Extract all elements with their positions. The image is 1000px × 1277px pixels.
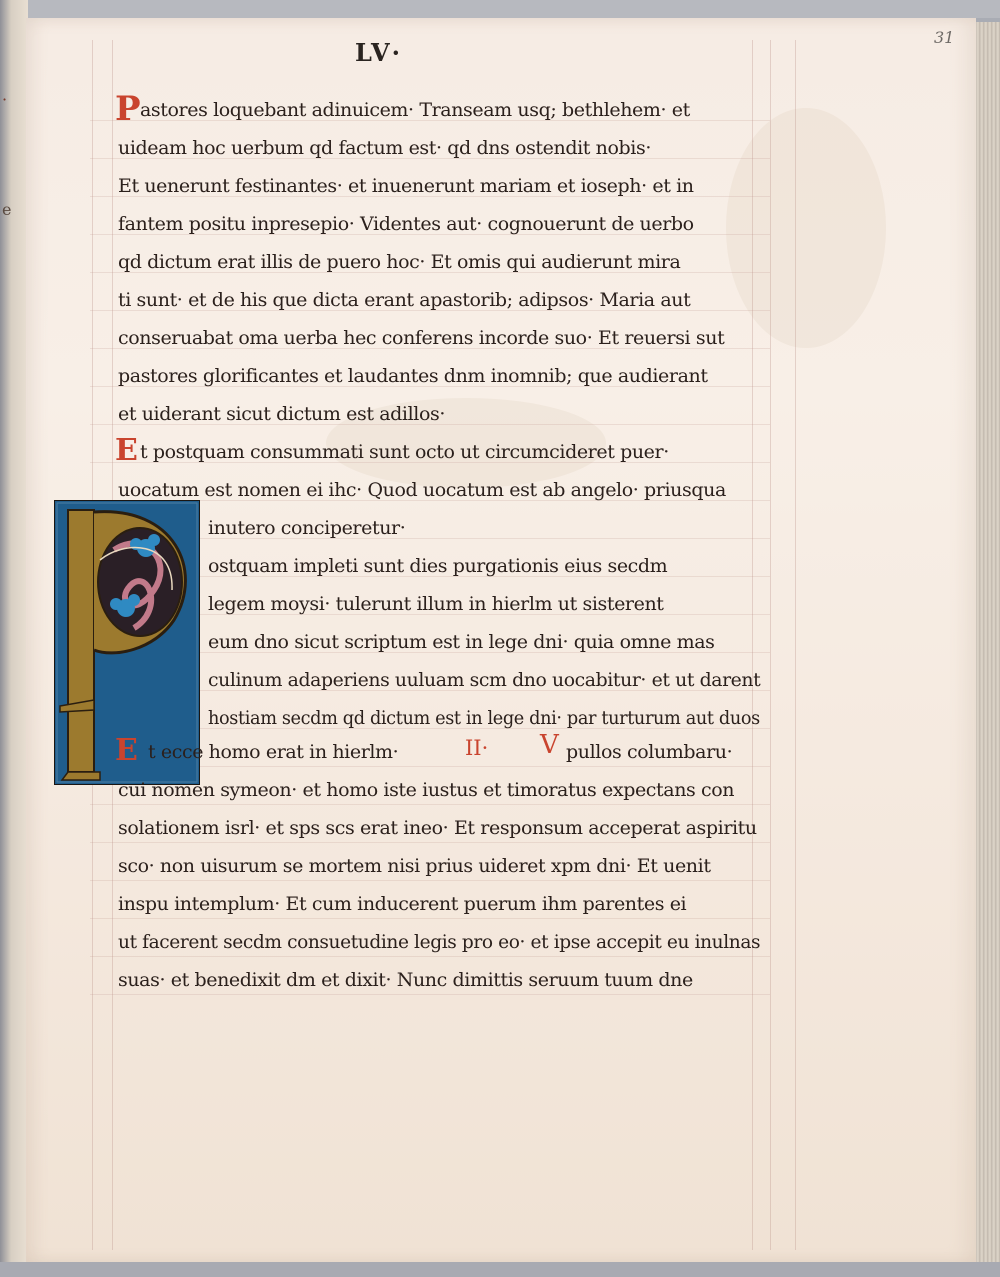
ruling-line-horizontal bbox=[90, 842, 770, 843]
text-line-5: qd dictum erat illis de puero hoc· Et omis qui audierunt mira bbox=[118, 251, 681, 273]
text-line-21: sco· non uisurum se mortem nisi prius uideret xpm dni· Et uenit bbox=[118, 855, 711, 877]
text-line-13: ostquam impleti sunt dies purgationis eius secdm bbox=[208, 555, 668, 577]
text-line-3: Et uenerunt festinantes· et inuenerunt mariam et ioseph· et in bbox=[118, 175, 694, 197]
text-line-22: inspu intemplum· Et cum inducerent puerum ihm parentes ei bbox=[118, 893, 687, 915]
running-head: LV· bbox=[355, 38, 403, 67]
text-line-2: uideam hoc uerbum qd factum est· qd dns ostendit nobis· bbox=[118, 137, 651, 159]
ruling-line-horizontal bbox=[90, 994, 770, 995]
red-initial-v: V bbox=[540, 730, 559, 760]
text-line-1: astores loquebant adinuicem· Transeam usq; bethlehem· et bbox=[140, 99, 690, 121]
facing-page-mark: e bbox=[2, 200, 12, 219]
red-initial-p: P bbox=[115, 89, 141, 129]
text-line-7: conseruabat oma uerba hec conferens incorde suo· Et reuersi sut bbox=[118, 327, 725, 349]
ruling-line-horizontal bbox=[90, 804, 770, 805]
text-line-4: fantem positu inpresepio· Videntes aut· cognouerunt de uerbo bbox=[118, 213, 694, 235]
text-line-6: ti sunt· et de his que dicta erant apastorib; adipsos· Maria aut bbox=[118, 289, 691, 311]
scan-background-bottom bbox=[0, 1262, 1000, 1277]
parchment-stain bbox=[726, 108, 886, 348]
text-line-18b: pullos columbaru· bbox=[566, 741, 733, 763]
text-line-8: pastores glorificantes et laudantes dnm inomnib; que audierant bbox=[118, 365, 708, 387]
text-line-12: inutero conciperetur· bbox=[208, 517, 406, 539]
text-line-14: legem moysi· tulerunt illum in hierlm ut sisterent bbox=[208, 593, 664, 615]
text-line-17: hostiam secdm qd dictum est in lege dni· par turturum aut duos bbox=[208, 707, 760, 729]
ruling-line bbox=[752, 40, 753, 1250]
facing-page-mark: · bbox=[2, 90, 8, 109]
ruling-line bbox=[770, 40, 771, 1250]
page-stack-edge bbox=[976, 22, 1000, 1267]
text-line-9: et uiderant sicut dictum est adillos· bbox=[118, 403, 445, 425]
text-line-15: eum dno sicut scriptum est in lege dni· quia omne mas bbox=[208, 631, 715, 653]
text-line-19: cui nomen symeon· et homo iste iustus et timoratus expectans con bbox=[118, 779, 735, 801]
text-line-16: culinum adaperiens uuluam scm dno uocabitur· et ut darent bbox=[208, 669, 761, 691]
ruling-line-horizontal bbox=[90, 956, 770, 957]
scan-background-top bbox=[0, 0, 1000, 18]
text-line-23: ut facerent secdm consuetudine legis pro eo· et ipse accepit eu inulnas bbox=[118, 931, 761, 953]
red-initial-e: E bbox=[115, 433, 138, 468]
rubric-number: II· bbox=[465, 736, 489, 760]
ruling-line-horizontal bbox=[90, 880, 770, 881]
text-line-20: solationem isrl· et sps scs erat ineo· Et responsum acceperat aspiritu bbox=[118, 817, 757, 839]
facing-page-edge bbox=[0, 0, 28, 1277]
folio-number: 31 bbox=[934, 28, 955, 47]
text-line-18: t ecce homo erat in hierlm· bbox=[148, 741, 399, 763]
text-line-10: t postquam consummati sunt octo ut circumcideret puer· bbox=[140, 441, 669, 463]
text-line-24: suas· et benedixit dm et dixit· Nunc dimittis seruum tuum dne bbox=[118, 969, 693, 991]
ruling-line bbox=[795, 40, 796, 1250]
ruling-line-horizontal bbox=[90, 918, 770, 919]
text-line-11: uocatum est nomen ei ihc· Quod uocatum est ab angelo· priusqua bbox=[118, 479, 726, 501]
red-initial-e-second: E bbox=[115, 733, 138, 768]
